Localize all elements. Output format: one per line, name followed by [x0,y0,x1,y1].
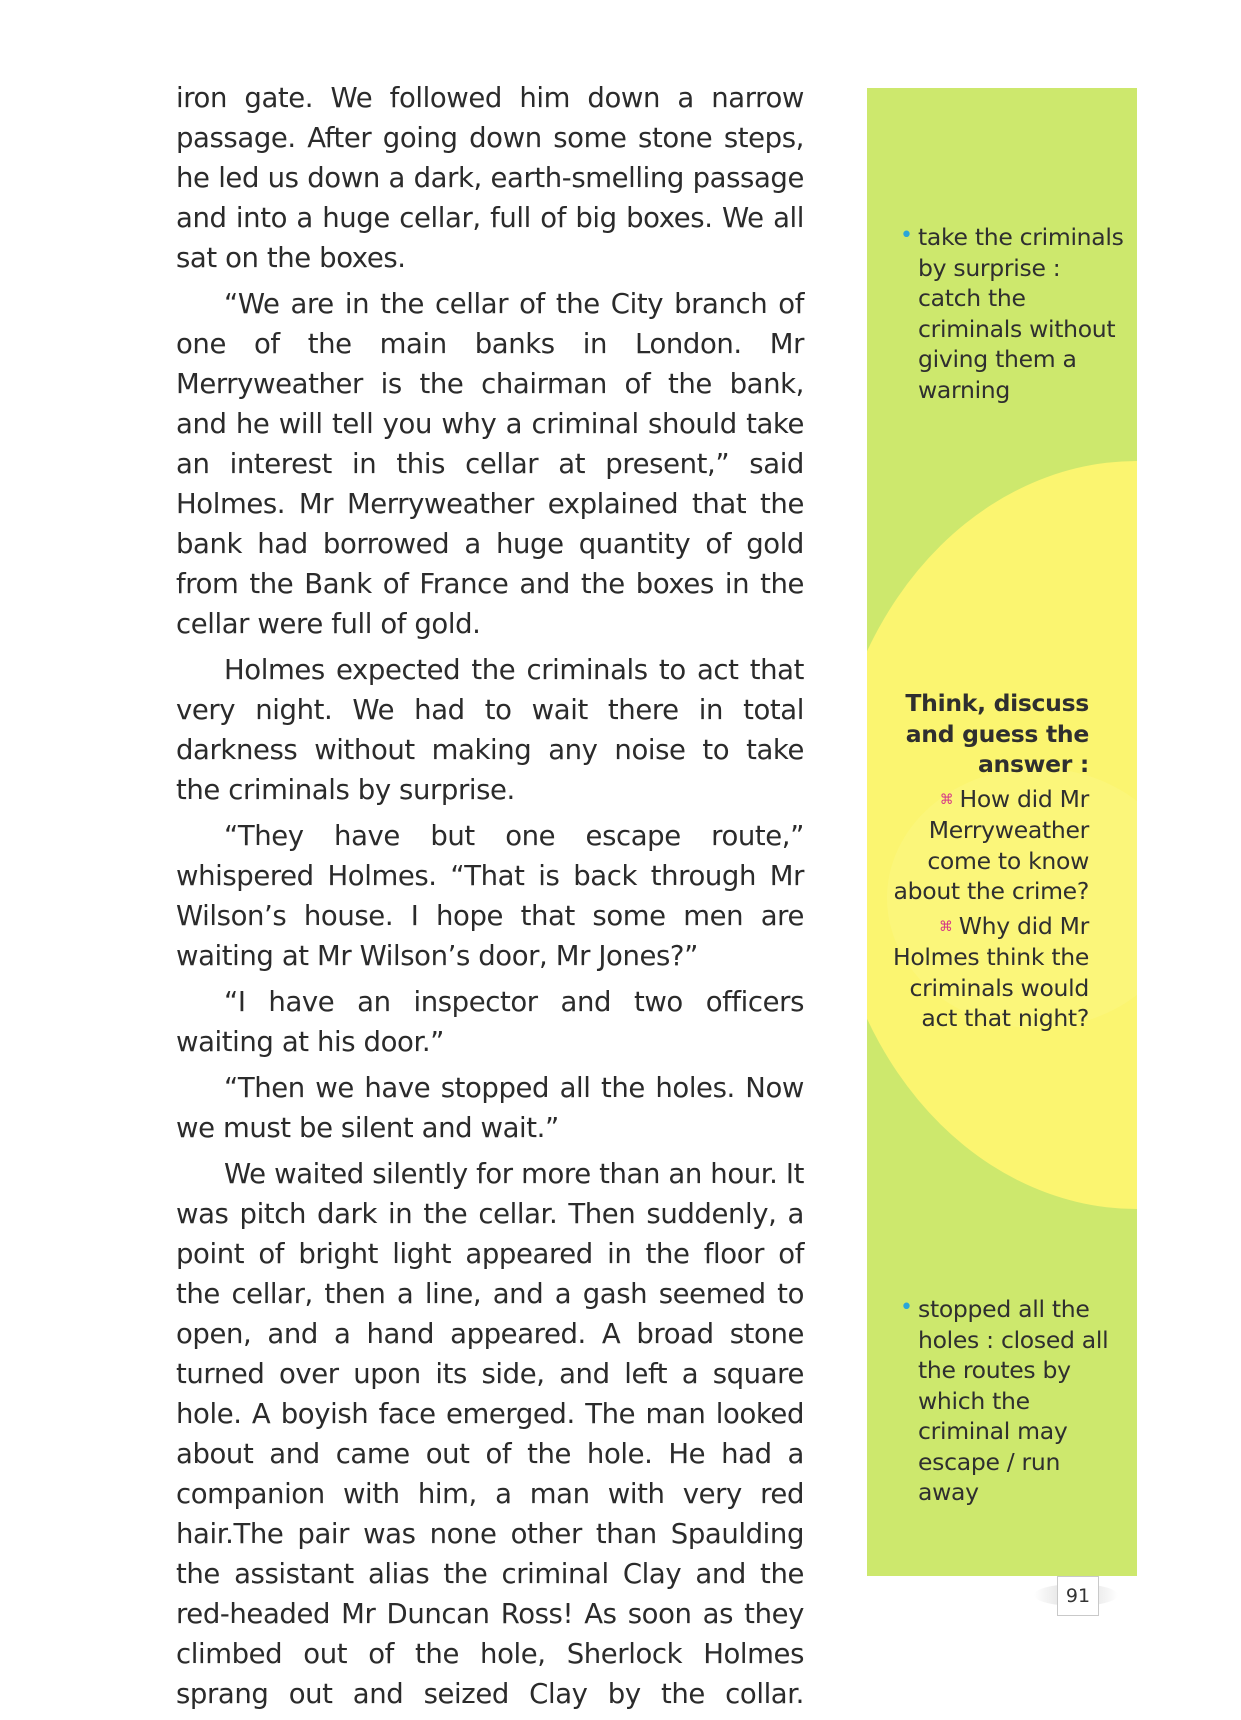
bullet-icon: • [900,223,913,248]
question-text: How did Mr Merryweather come to know about the crime? [893,784,1089,905]
paragraph: “We are in the cellar of the City branch of one of the main banks in London. Mr Merryweather is the chairman of the bank, and he will tell you why a criminal should take an interest in this cellar at present,” said Holmes. Mr Merryweather explained that the bank had borrowed a huge quantity of gold from the Bank of France and the boxes in the cellar were full of gold. [176,288,804,640]
glossary-text: stopped all the holes : closed all the routes by which the criminal may escape / run away [918,1295,1109,1506]
command-key-icon: ⌘ [939,918,953,935]
question-item [867,784,1089,907]
paragraph: We waited silently for more than an hour. It was pitch dark in the cellar. Then suddenly, a point of bright light appeared in the floor of the cellar, then a line, and a gash seemed to open, and a hand appeared. A broad stone turned over upon its side, and left a square hole. A boyish face emerged. The man looked about and came out of the hole. He had a companion with him, a man with very red hair.The pair was none other than Spaulding the assistant alias the criminal Clay and the red-headed Mr Duncan Ross! As soon as they climbed out of the hole, Sherlock Holmes sprang out and seized Clay by the collar. [176,1158,804,1710]
paragraph: “Then we have stopped all the holes. Now we must be silent and wait.” [176,1072,804,1144]
paragraph: iron gate. We followed him down a narrow passage. After going down some stone steps, he led us down a dark, earth-smelling passage and into a huge cellar, full of big boxes. We all sat on the boxes. [176,82,804,274]
question-text: Why did Mr Holmes think the criminals would act that night? [892,911,1089,1032]
think-heading: Think, discuss and guess the answer : [905,689,1089,778]
page-number: 91 [1057,1576,1099,1616]
question-item [867,911,1089,1034]
sidebar-panel [867,88,1137,1576]
story-text [176,78,804,1720]
bullet-icon: • [900,1295,913,1320]
think-discuss-box [867,688,1089,1034]
command-key-icon: ⌘ [939,791,954,808]
paragraph: Holmes expected the criminals to act that very night. We had to wait there in total darkness without making any noise to take the criminals by surprise. [176,654,804,806]
paragraph: “They have but one escape route,” whispered Holmes. “That is back through Mr Wilson’s house. I hope that some men are waiting at Mr Wilson’s door, Mr Jones?” [176,820,804,972]
glossary-note [900,222,1128,405]
paragraph: “I have an inspector and two officers waiting at his door.” [176,986,804,1058]
glossary-text: take the criminals by surprise : catch the criminals without giving them a warning [918,223,1124,404]
glossary-note [900,1294,1118,1508]
